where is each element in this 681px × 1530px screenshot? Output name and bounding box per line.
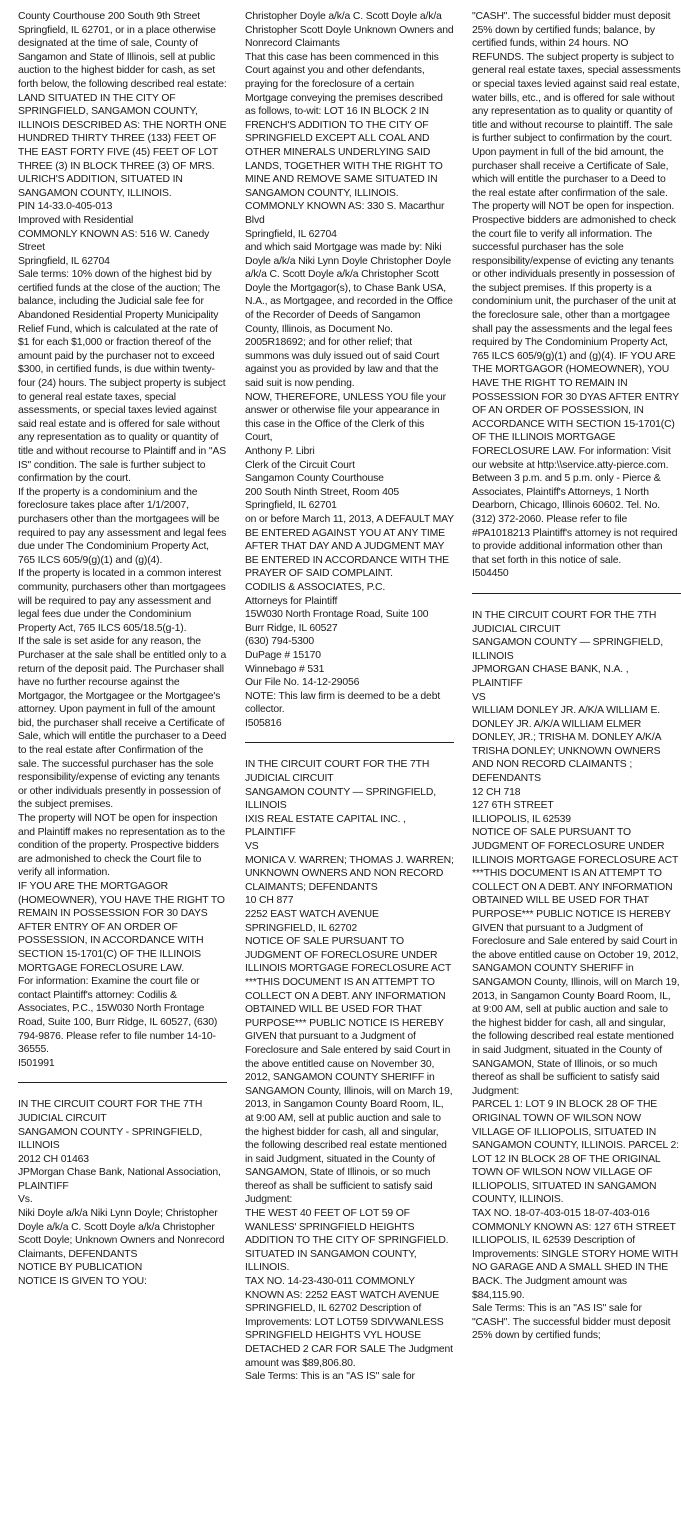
notice-paragraph: 12 CH 718 [472,786,521,798]
notice-paragraph: Christopher Doyle a/k/a C. Scott Doyle a/k/a Christopher Scott Doyle Unknown Owners and Nonrecord Claimants [245,11,454,50]
notice-paragraph: Springfield, IL 62701 [245,500,337,512]
notice-paragraph: JPMORGAN CHASE BANK, N.A. , PLAINTIFF [472,664,629,689]
notice-paragraph: and which said Mortgage was made by: Niki Doyle a/k/a Niki Lynn Doyle Christopher Doyle a/k/a C. Scott Doyle a/k/a Christopher Scott Doyle the Mortgagor(s), to Chase Bank USA, N.A., as Mortgagee, and recorded in the Office of the Recorder of Deeds of Sangamon County, Illinois, as Document No. 2005R18692; and for other relief; that summons was duly issued out of said Court against you as provided by law and that the said suit is now pending. [245,242,453,390]
notice-paragraph: 10 CH 877 [245,895,294,907]
notice-paragraph: PIN 14-33.0-405-013 [18,201,113,213]
notice-paragraph: Springfield, IL 62704 [245,228,337,240]
notice-paragraph: NOW, THEREFORE, UNLESS YOU file your answer or otherwise file your appearance in this case in the Office of the Clerk of this Court, [245,391,446,444]
notice-paragraph: CODILIS & ASSOCIATES, P.C. [245,581,386,593]
notice-paragraph: Our File No. 14-12-29056 [245,677,360,689]
notice-paragraph: SANGAMON COUNTY — SPRINGFIELD, ILLINOIS [472,637,664,662]
notice-paragraph: "CASH". The successful bidder must deposit 25% down by certified funds; balance, by certified funds, within 24 hours. NO REFUNDS. The subject property is subject to general real estate taxes, special assessments or special taxes levied against said real estate, water bills, etc., and is offered for sale without any representation as to quality or quantity of title and without recourse to plaintiff. The sale is further subject to confirmation by the court. Upon payment in full of the bid amount, the purchaser shall receive a Certificate of Sale, which will entitle the purchaser to a Deed to the real estate after confirmation of the sale. The property will NOT be open for inspection. Prospective bidders are admonished to check the court file to verify all information. The successful purchaser has the sole responsibility/expense of evicting any tenants or other individuals presently in possession of the subject premises. If this property is a condominium unit, the purchaser of the unit at the foreclosure sale, other than a mortgagee shall pay the assessments and the legal fees required by The Condominium Property Act, 765 ILCS 605/9(g)(1) and (g)(4). IF YOU ARE THE MORTGAGOR (HOMEOWNER), YOU HAVE THE RIGHT TO REMAIN IN POSSESSION FOR 30 DYAS AFTER ENTRY OF AN ORDER OF POSSESSION, IN ACCORDANCE WITH SECTION 15-1701(C) OF THE ILLINOIS MORTGAGE FORECLOSURE LAW. For information: Visit our website at http:\\service.atty-pierce.com. Between 3 p.m. and 5 p.m. only - Pierce & Associates, Plaintiff's Attorneys, 1 North Dearborn, Chicago, Illinois 60602. Tel. No. (312) 372-2060. Please refer to file #PA1018213 Plaintiff's attorney is not required to provide additional information other than that set forth in this notice of sale. [472,11,681,566]
notice-paragraph: Sale Terms: This is an "AS IS" sale for [245,1371,415,1383]
notice-paragraph: COMMONLY KNOWN AS: 330 S. Macarthur Blvd [245,201,445,226]
notice-paragraph: MONICA V. WARREN; THOMAS J. WARREN; UNKNOWN OWNERS AND NON RECORD CLAIMANTS; DEFENDANTS [245,854,454,893]
notice-paragraph: 15W030 North Frontage Road, Suite 100 [245,609,429,621]
notice-paragraph: Sangamon County Courthouse [245,473,384,485]
notice-paragraph: THE WEST 40 FEET OF LOT 59 OF WANLESS' SPRINGFIELD HEIGHTS ADDITION TO THE CITY OF SPRINGFIELD. SITUATED IN SANGAMON COUNTY, ILLINOIS. [245,1208,449,1274]
notice-paragraph: Burr Ridge, IL 60527 [245,622,338,634]
notice-paragraph: IN THE CIRCUIT COURT FOR THE 7TH JUDICIAL CIRCUIT [18,1099,203,1124]
notice-paragraph: NOTICE OF SALE PURSUANT TO JUDGMENT OF FORECLOSURE UNDER ILLINOIS MORTGAGE FORECLOSURE ACT [472,827,679,866]
notice-paragraph: I504450 [472,568,509,580]
notice-paragraph: DuPage # 15170 [245,649,321,661]
notice-paragraph: For information: Examine the court file or contact Plaintiff's attorney: Codilis & Associates, P.C., 15W030 North Frontage Road, Suite 100, Burr Ridge, IL 60527, (630) 794-9876. Please refer to file number 14-10-36555. [18,976,218,1056]
notice-paragraph: Niki Doyle a/k/a Niki Lynn Doyle; Christopher Doyle a/k/a C. Scott Doyle a/k/a Christopher Scott Doyle; Unknown Owners and Nonrecord Claimants, DEFENDANTS [18,1208,225,1260]
notice-paragraph: Anthony P. Libri [245,446,315,457]
notice-paragraph: SANGAMON COUNTY - SPRINGFIELD, ILLINOIS [18,1126,203,1152]
notice-paragraph: Sale Terms: This is an "AS IS" sale for "CASH". The successful bidder must deposit 25% down by certified funds; [472,1303,671,1342]
notice-divider [18,1082,227,1083]
notice-paragraph: Sale terms: 10% down of the highest bid by certified funds at the close of the auction; The balance, including the Judicial sale fee for Abandoned Residential Property Municipality Relief Fund, which is calculated at the rate of $1 for each $1,000 or fraction thereof of the amount paid by the purchaser not to exceed $300, in certified funds, is due within twenty-four (24) hours. The subject property is subject to general real estate taxes, special assessments, or special taxes levied against said real estate and is offered for sale without any representation as to quality or quantity of title and without recourse to Plaintiff and in "AS IS" condition. The sale is further subject to confirmation by the court. [18,269,226,485]
notice-paragraph: PARCEL 1: LOT 9 IN BLOCK 28 OF THE ORIGINAL TOWN OF WILSON NOW VILLAGE OF ILLIOPOLIS, SITUATED IN SANGAMON COUNTY, ILLINOIS. PARCEL 2: LOT 12 IN BLOCK 28 OF THE ORIGINAL TOWN OF WILSON NOW VILLAGE OF ILLIOPOLIS, SITUATED IN SANGAMON COUNTY, ILLINOIS. [472,1099,679,1206]
notice-paragraph: Attorneys for Plaintiff [245,595,338,607]
notice-paragraph: JPMorgan Chase Bank, National Association, PLAINTIFF [18,1167,221,1192]
notice-paragraph: TAX NO. 18-07-403-015 18-07-403-016 COMMONLY KNOWN AS: 127 6TH STREET ILLIOPOLIS, IL 62539 Description of Improvements: SINGLE STORY HOME WITH NO GARAGE AND A SMALL SHED IN THE BACK. The Judgment amount was $84,115.90. [472,1208,678,1301]
notice-paragraph: If the property is located in a common interest community, purchasers other than mortgagees will be required to pay any assessment and legal fees due under the Condominium Property Act, 765 ILCS 605/18.5(g-1). [18,568,226,634]
notice-divider [472,593,681,594]
notice-paragraph: ***THIS DOCUMENT IS AN ATTEMPT TO COLLECT ON A DEBT. ANY INFORMATION OBTAINED WILL BE USED FOR THAT PURPOSE*** PUBLIC NOTICE IS HEREBY GIVEN that pursuant to a Judgment of Foreclosure and Sale entered by said Court in the above entitled cause on November 30, 2012, SANGAMON COUNTY SHERIFF in SANGAMON County, Illinois, will on March 19, 2013, in Sangamon County Board Room, IL, at 9:00 AM, sell at public auction and sale to the highest bidder for cash, all and singular, the following described real estate mentioned in said Judgment, situated in the County of SANGAMON, State of Illinois, or so much thereof as shall be sufficient to satisfy said Judgment: [245,976,453,1206]
notice-paragraph: NOTICE BY PUBLICATION [18,1262,143,1274]
notice-column-3 [472,10,681,1530]
notice-paragraph: NOTE: This law firm is deemed to be a debt collector. [245,690,441,716]
notice-paragraph: SANGAMON COUNTY — SPRINGFIELD, ILLINOIS [245,786,437,812]
notice-paragraph: The property will NOT be open for inspection and Plaintiff makes no representation as to the condition of the property. Prospective bidders are admonished to check the Court file to verify all information. [18,813,226,879]
notice-paragraph: IN THE CIRCUIT COURT FOR THE 7TH JUDICIAL CIRCUIT [245,759,430,785]
notice-divider [245,742,454,743]
notice-paragraph: TAX NO. 14-23-430-011 COMMONLY KNOWN AS: 2252 EAST WATCH AVENUE SPRINGFIELD, IL 62702 Description of Improvements: LOT LOT59 SDIVWANLESS SPRINGFIELD HEIGHTS VYL HOUSE DETACHED 2 CAR FOR SALE The Judgment amount was $89,806.80. [245,1276,453,1369]
notice-paragraph: COMMONLY KNOWN AS: 516 W. Canedy Street [18,228,210,254]
notice-paragraph: IN THE CIRCUIT COURT FOR THE 7TH JUDICIAL CIRCUIT [472,609,657,635]
notice-paragraph: 2012 CH 01463 [18,1153,89,1165]
notice-paragraph: (630) 794-5300 [245,636,314,648]
notice-paragraph: 127 6TH STREET [472,800,554,812]
notice-column-2 [245,10,454,1530]
notice-paragraph: That this case has been commenced in this Court against you and other defendants, praying for the foreclosure of a certain Mortgage conveying the premises described as follows, to-wit: LOT 16 IN BLOCK 2 IN FRENCH'S ADDITION TO THE CITY OF SPRINGFIELD EXCEPT ALL COAL AND OTHER MINERALS UNDERLYING SAID LANDS, TOGETHER WITH THE RIGHT TO MINE AND REMOVE SAME SITUATED IN SANGAMON COUNTY, ILLINOIS. [245,51,443,199]
notice-paragraph: VS [245,841,259,853]
notice-paragraph: ***THIS DOCUMENT IS AN ATTEMPT TO COLLECT ON A DEBT. ANY INFORMATION OBTAINED WILL BE USED FOR THAT PURPOSE*** PUBLIC NOTICE IS HEREBY GIVEN that pursuant to a Judgment of Foreclosure and Sale entered by said Court in the above entitled cause on October 19, 2012, SANGAMON COUNTY SHERIFF in SANGAMON County, Illinois, will on March 19, 2013, in Sangamon County Board Room, IL, at 9:00 AM, sell at public auction and sale to the highest bidder for cash, all and singular, the following described real estate mentioned in said Judgment, situated in the County of SANGAMON, State of Illinois, or so much thereof as shall be sufficient to satisfy said Judgment: [472,868,680,1097]
notice-paragraph: I505816 [245,717,282,729]
notice-paragraph: SPRINGFIELD, IL 62702 [245,922,357,934]
notice-paragraph: NOTICE OF SALE PURSUANT TO JUDGMENT OF FORECLOSURE UNDER ILLINOIS MORTGAGE FORECLOSURE ACT [245,936,452,975]
notice-paragraph: IXIS REAL ESTATE CAPITAL INC. , PLAINTIFF [245,813,406,839]
notice-paragraph: If the property is a condominium and the foreclosure takes place after 1/1/2007, purchasers other than the mortgagees will be required to pay any assessment and legal fees due under The Condominium Property Act, 765 ILCS 605/9(g)(1) and (g)(4). [18,486,227,566]
notice-paragraph: VS [472,691,486,703]
notice-paragraph: Winnebago # 531 [245,663,325,675]
notice-paragraph: WILLIAM DONLEY JR. A/K/A WILLIAM E. DONLEY JR. A/K/A WILLIAM ELMER DONLEY, JR.; TRISHA M. DONLEY A/K/A TRISHA DONLEY; UNKNOWN OWNERS AND NON RECORD CLAIMANTS ; DEFENDANTS [472,705,661,785]
notice-paragraph: Improved with Residential [18,214,134,226]
notice-paragraph: Vs. [18,1194,33,1206]
notice-paragraph: ILLIOPOLIS, IL 62539 [472,813,571,825]
notice-paragraph: 2252 EAST WATCH AVENUE [245,909,379,920]
notice-paragraph: IF YOU ARE THE MORTGAGOR (HOMEOWNER), YOU HAVE THE RIGHT TO REMAIN IN POSSESSION FOR 30 DAYS AFTER ENTRY OF AN ORDER OF POSSESSION, IN ACCORDANCE WITH SECTION 15-1701(C) OF THE ILLINOIS MORTGAGE FORECLOSURE LAW. [18,881,225,974]
notice-paragraph: I501991 [18,1057,55,1069]
notice-paragraph: County Courthouse 200 South 9th Street Springfield, IL 62701, or in a place otherwise designated at the time of sale, County of Sangamon and State of Illinois, sell at public auction to the highest bidder for cash, as set forth below, the following described real estate: LAND SITUATED IN THE CITY OF SPRINGFIELD, SANGAMON COUNTY, ILLINOIS DESCRIBED AS: THE NORTH ONE HUNDRED THIRTY THREE (133) FEET OF THE EAST FORTY FIVE (45) FEET OF LOT THREE (3) IN BLOCK THREE (3) OF MRS. ULRICH'S ADDITION, SITUATED IN SANGAMON COUNTY, ILLINOIS. [18,11,227,199]
notice-column-1 [18,10,227,1530]
notice-paragraph: If the sale is set aside for any reason, the Purchaser at the sale shall be entitled only to a return of the deposit paid. The Purchaser shall have no further recourse against the Mortgagor, the Mortgagee or the Mortgagee's attorney. Upon payment in full of the amount bid, the purchaser shall receive a Certificate of Sale, which will entitle the purchaser to a Deed to the real estate after Confirmation of the sale. The successful purchaser has the sole responsibility/expense of evicting any tenants or other individuals presently in possession of the subject premises. [18,636,227,811]
notice-paragraph: Clerk of the Circuit Court [245,459,355,471]
notice-paragraph: Springfield, IL 62704 [18,255,110,267]
notice-paragraph: 200 South Ninth Street, Room 405 [245,486,400,498]
notice-paragraph: on or before March 11, 2013, A DEFAULT MAY BE ENTERED AGAINST YOU AT ANY TIME AFTER THAT DAY AND A JUDGMENT MAY BE ENTERED IN ACCORDANCE WITH THE PRAYER OF SAID COMPLAINT. [245,513,454,580]
notice-paragraph: NOTICE IS GIVEN TO YOU: [18,1276,147,1288]
